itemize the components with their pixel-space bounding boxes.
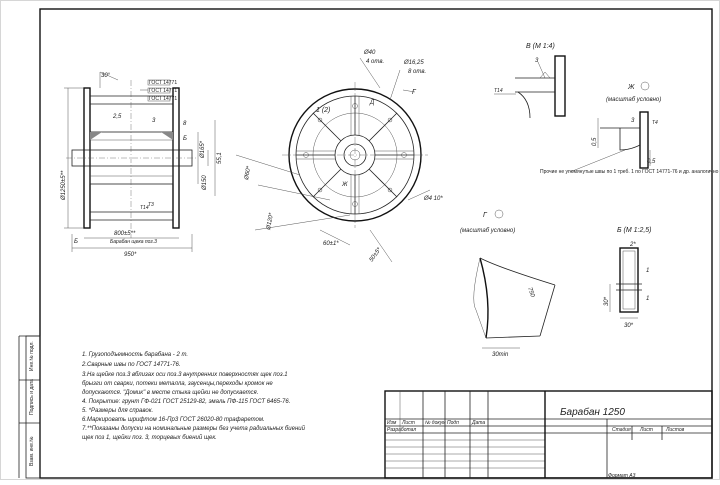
detail-zh-dim-1: 0,5 — [647, 159, 656, 165]
detail-g-dim-750: 750 — [526, 286, 536, 299]
stamp-letter: Стадия — [612, 427, 631, 433]
margin-label-0: Инв.№ подл. — [29, 341, 35, 371]
detail-zh-weld: Т4 — [652, 120, 658, 126]
detail-b-dim-30v: 30* — [604, 296, 610, 306]
detail-b-dim-2: 2* — [630, 242, 636, 248]
side-label-b2: Б — [74, 239, 78, 245]
note-0: 1. Грузоподъемность барабана - 2 т. — [82, 352, 189, 358]
note-9: щек поз 1, щейки поз. 3, торцевых биений щек. — [82, 435, 217, 441]
detail-g-title: Г — [483, 212, 487, 219]
note-7: 6.Маркировать шрифтом 16-Пр3 ГОСТ 26020-80 трафаретом. — [82, 417, 265, 423]
detail-g-sub: (масштаб условно) — [460, 228, 516, 234]
front-pos-1-2: 1 (2) — [316, 107, 331, 114]
side-dim-2-5: 2,5 — [113, 114, 122, 120]
detail-b-title: Б (М 1:2,5) — [617, 227, 652, 234]
front-dim-410: Ø4 10* — [424, 196, 443, 202]
stamp-col-1: Лист — [402, 420, 415, 426]
stamp-col-0: Изм — [387, 420, 397, 426]
detail-g-dim-30: 30min — [492, 352, 509, 358]
detail-b-dim-30h: 30* — [624, 323, 634, 329]
note-8: 7.**Показаны допуски на номинальные размеры без учета радиальных биений — [82, 426, 305, 432]
note-2: 3.На щейке поз.3 вблизах оси поз.3 внутренних поверхностях щек поз.1 — [82, 372, 288, 378]
side-dim-55: 55,1 — [217, 152, 223, 164]
weld-mark-2: ГОСТ 14771 — [149, 96, 178, 102]
stamp-col-4: Дата — [472, 420, 486, 426]
stamp-sheet: Лист — [640, 427, 653, 433]
detail-zh-note: Прочие не упомянутые швы по 1 треб. 1 по ГОСТ 14771-76 и др. аналогично — [540, 169, 719, 175]
note-6: 5. *Размеры для справок. — [82, 408, 154, 414]
front-dim-4holes: 4 отв. — [366, 59, 385, 65]
note-3: брызги от сварки, потеки металла, заусенцы,переходы кромок не — [82, 381, 273, 387]
weld-mark-1: ГОСТ 14771 — [149, 88, 178, 94]
side-weld-t14: Т14 — [140, 205, 149, 211]
stamp-format: Формат А3 — [608, 473, 636, 479]
front-label-d: Д — [370, 100, 375, 106]
weld-mark-0: ГОСТ 14771 — [149, 80, 178, 86]
side-dim-165: Ø165* — [200, 140, 206, 158]
side-dim-1250: Ø1250±5** — [61, 170, 67, 200]
detail-zh-title: Ж — [628, 84, 635, 91]
detail-zh-dim-0: 0,5 — [592, 137, 598, 146]
stamp-col-2: № докум — [425, 420, 446, 426]
drawing-title: Барабан 1250 — [560, 407, 625, 418]
detail-v-weld: Т14 — [494, 88, 503, 94]
margin-label-2: Взам. инв.№ — [29, 436, 35, 466]
front-dim-60-1: 60±1* — [323, 241, 339, 247]
front-dim-120: Ø120* — [266, 212, 275, 231]
front-dim-16: Ø16,25 — [404, 60, 424, 66]
stamp-sheets: Листов — [666, 427, 685, 433]
side-dim-150: Ø150 — [202, 175, 208, 190]
front-dim-40: Ø40 — [364, 50, 376, 56]
side-label-b: Б — [183, 136, 187, 142]
stamp-col-3: Подп — [447, 420, 459, 426]
note-4: допускаются. "Домик" в месте стыка щейки не допускается. — [82, 390, 259, 396]
margin-label-1: Подпись и дата — [29, 379, 35, 415]
side-callout: Барабан щека поз.3 — [110, 239, 157, 245]
detail-v-pos-3: 3 — [535, 58, 539, 64]
side-pos-3: 3 — [152, 118, 156, 124]
side-weld-t3: Т3 — [148, 202, 154, 208]
side-dim-angle: 30° — [101, 73, 111, 79]
detail-v-title: В (М 1:4) — [526, 43, 555, 50]
detail-b-pos-1b: 1 — [646, 296, 650, 302]
detail-b-pos-1: 1 — [646, 268, 650, 274]
stamp-developer: Разработал — [387, 427, 417, 433]
front-label-zh: Ж — [342, 182, 348, 188]
front-dim-8holes: 8 отв. — [408, 69, 427, 75]
detail-zh-pos-3: 3 — [631, 118, 635, 124]
front-label-g: Г — [412, 89, 416, 96]
detail-zh-sub: (масштаб условно) — [606, 97, 662, 103]
note-1: 2.Сварные швы по ГОСТ 14771-76. — [82, 362, 181, 368]
front-dim-50: 50±5* — [368, 246, 383, 264]
side-dim-800: 800±5** — [114, 231, 136, 237]
side-dim-8: 8 — [183, 121, 187, 127]
side-dim-950: 950* — [124, 252, 137, 258]
note-5: 4. Покрытие: грунт ГФ-021 ГОСТ 25129-82, эмаль ПФ-115 ГОСТ 6465-76. — [82, 399, 291, 405]
front-dim-60: Ø60* — [244, 165, 253, 181]
